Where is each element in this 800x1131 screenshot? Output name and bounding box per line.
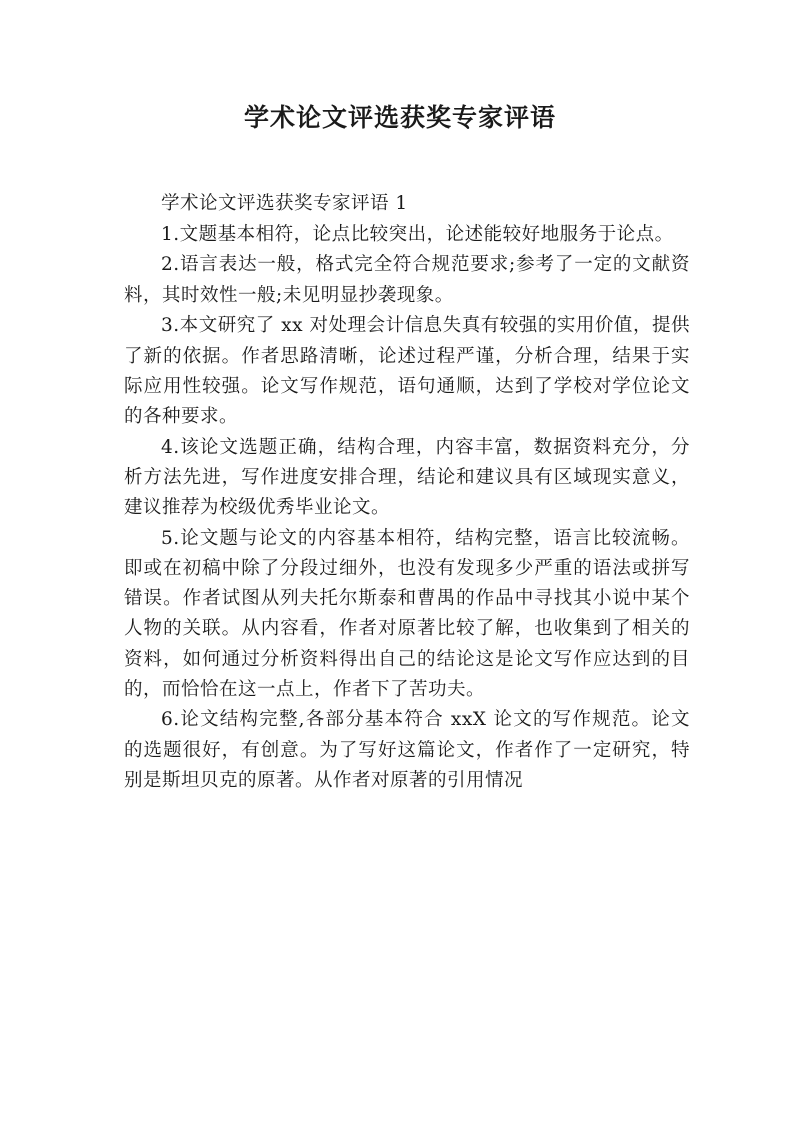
document-title: 学术论文评选获奖专家评语 bbox=[243, 103, 556, 132]
paragraph-comment-1: 1.文题基本相符，论点比较突出，论述能较好地服务于论点。 bbox=[161, 223, 674, 245]
paragraph-comment-4: 4.该论文选题正确，结构合理，内容丰富，数据资料充分，分析方法先进，写作进度安排合理，结论和建议具有区域现实意义，建议推荐为校级优秀毕业论文。 bbox=[124, 436, 690, 519]
paragraph-comment-2: 2.语言表达一般，格式完全符合规范要求;参考了一定的文献资料，其时效性一般;未见明显抄袭现象。 bbox=[124, 254, 690, 306]
paragraph-comment-6: 6.论文结构完整,各部分基本符合 xxX 论文的写作规范。论文的选题很好，有创意。为了写好这篇论文，作者作了一定研究，特别是斯坦贝克的原著。从作者对原著的引用情况 bbox=[124, 709, 690, 791]
document-body bbox=[124, 189, 690, 797]
paragraph-heading: 学术论文评选获奖专家评语 1 bbox=[161, 193, 408, 214]
paragraph-comment-5: 5.论文题与论文的内容基本相符，结构完整，语言比较流畅。即或在初稿中除了分段过细外，也没有发现多少严重的语法或拼写错误。作者试图从列夫托尔斯泰和曹禺的作品中寻找其小说中某个人物的关联。从内容看，作者对原著比较了解，也收集到了相关的资料，如何通过分析资料得出自己的结论这是论文写作应达到的目的，而恰恰在这一点上，作者下了苦功夫。 bbox=[124, 527, 690, 700]
paragraph-comment-3: 3.本文研究了 xx 对处理会计信息失真有较强的实用价值，提供了新的依据。作者思路清晰，论述过程严谨，分析合理，结果于实际应用性较强。论文写作规范，语句通顺，达到了学校对学位论文的各种要求。 bbox=[124, 315, 690, 427]
